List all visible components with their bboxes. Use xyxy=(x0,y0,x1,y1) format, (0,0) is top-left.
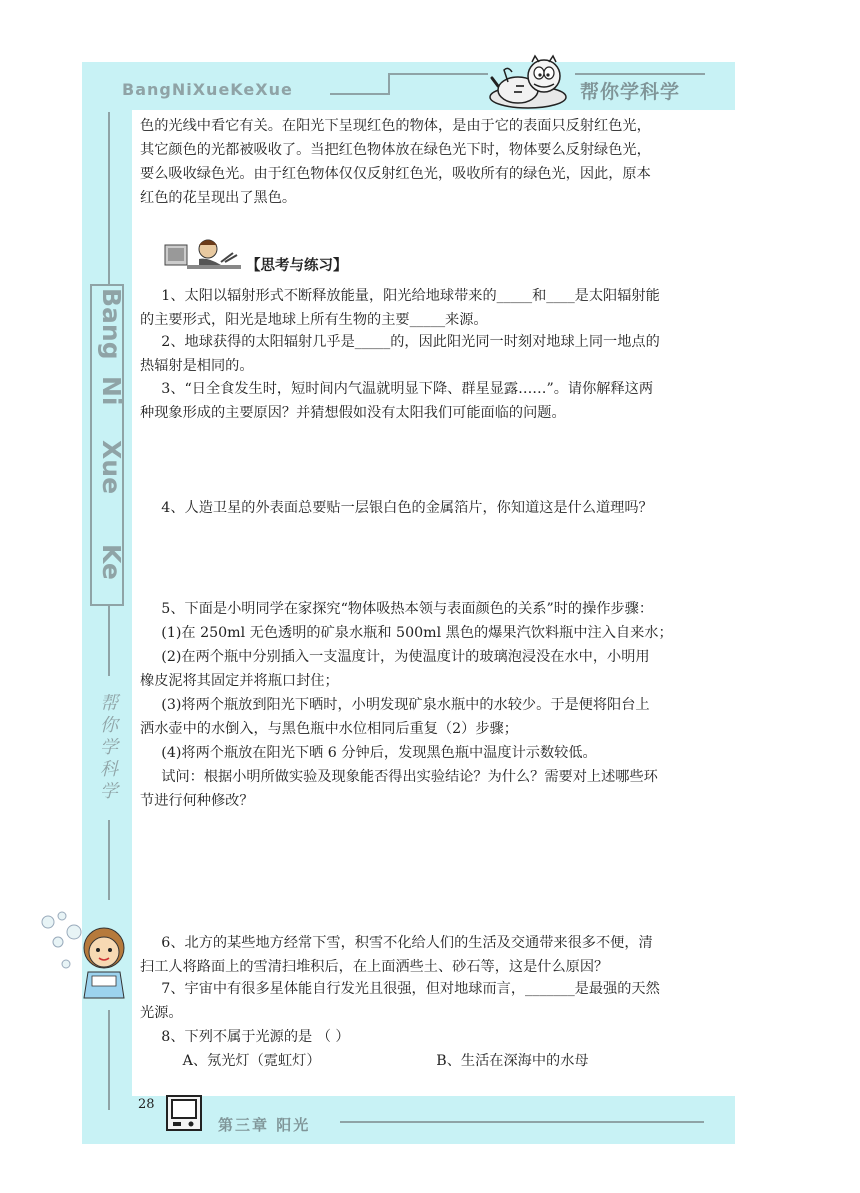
child-with-bubbles-icon xyxy=(38,906,138,1006)
sidebar-line-low xyxy=(108,820,110,900)
question-6 xyxy=(140,931,725,979)
question-line: 洒水壶中的水倒入，与黑色瓶中水位相同后重复（2）步骤； xyxy=(140,721,518,737)
intro-paragraph xyxy=(140,114,725,210)
question-4 xyxy=(140,496,725,520)
intro-line: 要么吸收绿色光。由于红色物体仅仅反射红色光，吸收所有的绿色光，因此，原本 xyxy=(140,166,651,182)
header-chinese-title: 帮你学科学 xyxy=(580,81,681,103)
question-line: 2、地球获得的太阳辐射几乎是_____的，因此阳光同一时刻对地球上同一地点的 xyxy=(161,334,660,350)
question-line: 试问：根据小明所做实验及现象能否得出实验结论？为什么？需要对上述哪些环 xyxy=(161,769,658,785)
question-line: 5、下面是小明同学在家探究“物体吸热本领与表面颜色的关系”时的操作步骤： xyxy=(161,601,654,617)
question-stem: 8、下列不属于光源的是 （ ） xyxy=(161,1029,350,1045)
page-number: 28 xyxy=(138,1097,155,1112)
sidebar-word-ni: Ni xyxy=(97,376,126,406)
intro-line: 色的光线中看它有关。在阳光下呈现红色的物体，是由于它的表面只反射红色光， xyxy=(140,118,651,134)
header-divider-top xyxy=(388,73,488,75)
question-line: 1、太阳以辐射形式不断释放能量，阳光给地球带来的_____和____是太阳辐射能 xyxy=(161,288,660,304)
garfield-mascot-icon xyxy=(488,52,568,110)
section-title: 【思考与练习】 xyxy=(246,258,348,274)
sidebar-word-ke: Ke xyxy=(97,544,126,580)
question-line: 种现象形成的主要原因？并猜想假如没有太阳我们可能面临的问题。 xyxy=(140,405,566,421)
header-latin-title: BangNiXueKeXue xyxy=(122,80,293,99)
sidebar-line-top xyxy=(108,112,110,284)
question-line: 3、“日全食发生时，短时间内气温就明显下降、群星显露……”。请你解释这两 xyxy=(161,381,654,397)
sidebar-vertical-title xyxy=(90,284,124,606)
computer-monitor-icon xyxy=(165,1094,203,1132)
sidebar-chinese-title: 帮你学科学 xyxy=(97,693,118,803)
question-line: 7、宇宙中有很多星体能自行发光且很强，但对地球而言，_______是最强的天然 xyxy=(161,981,660,997)
sidebar-line-bottom xyxy=(108,1010,110,1110)
student-at-computer-icon xyxy=(163,235,243,275)
footer-divider xyxy=(340,1121,704,1123)
intro-line: 红色的花呈现出了黑色。 xyxy=(140,190,297,206)
question-line: (1)在 250ml 无色透明的矿泉水瓶和 500ml 黑色的爆果汽饮料瓶中注入自来水； xyxy=(161,625,673,641)
question-line: 节进行何种修改？ xyxy=(140,793,254,809)
question-options xyxy=(140,1049,725,1073)
intro-line: 其它颜色的光都被吸收了。当把红色物体放在绿色光下时，物体要么反射绿色光， xyxy=(140,142,651,158)
question-line: 光源。 xyxy=(140,1005,183,1021)
question-line: (2)在两个瓶中分别插入一支温度计，为使温度计的玻璃泡浸没在水中，小明用 xyxy=(161,649,650,665)
question-line: 6、北方的某些地方经常下雪，积雪不化给人们的生活及交通带来很多不便，清 xyxy=(161,935,653,951)
sidebar-line-mid xyxy=(108,606,110,676)
question-7 xyxy=(140,977,725,1025)
header-divider-right xyxy=(575,73,705,75)
question-line: (3)将两个瓶放到阳光下晒时，小明发现矿泉水瓶中的水较少。于是便将阳台上 xyxy=(161,697,650,713)
option-a: A、氖光灯（霓虹灯） xyxy=(182,1053,321,1069)
question-line: 橡皮泥将其固定并将瓶口封住； xyxy=(140,673,339,689)
sidebar-word-bang: Bang xyxy=(97,288,126,360)
question-2 xyxy=(140,330,725,378)
sidebar-word-xue: Xue xyxy=(97,440,126,495)
question-line: (4)将两个瓶放在阳光下晒 6 分钟后，发现黑色瓶中温度计示数较低。 xyxy=(161,745,597,761)
header-divider-step xyxy=(388,73,390,94)
question-8 xyxy=(140,1025,725,1073)
option-b: B、生活在深海中的水母 xyxy=(436,1053,589,1069)
question-1 xyxy=(140,284,725,332)
question-line: 的主要形式，阳光是地球上所有生物的主要_____来源。 xyxy=(140,312,488,328)
question-line: 扫工人将路面上的雪清扫堆积后，在上面洒些土、砂石等，这是什么原因？ xyxy=(140,959,609,975)
question-5 xyxy=(140,597,725,813)
question-line: 热辐射是相同的。 xyxy=(140,358,254,374)
chapter-title: 第三章 阳光 xyxy=(218,1116,311,1134)
question-line: 4、人造卫星的外表面总要贴一层银白色的金属箔片，你知道这是什么道理吗？ xyxy=(161,500,653,516)
question-3 xyxy=(140,377,725,425)
header-divider xyxy=(330,93,390,95)
